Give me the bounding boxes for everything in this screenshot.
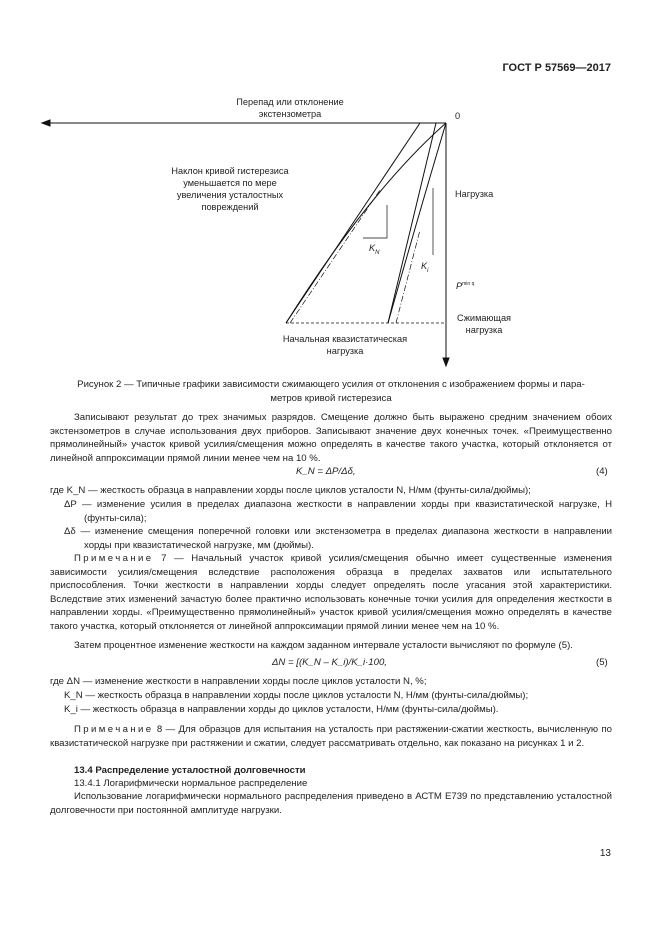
x-axis-label	[200, 96, 380, 120]
where-5-0	[50, 675, 427, 689]
page-number: 13	[599, 848, 611, 859]
x-axis-label-line-2: экстензометра	[258, 109, 322, 119]
kn-symbol: K	[369, 243, 376, 253]
initial-label-line-1: Начальная квазистатическая	[282, 334, 408, 344]
y-axis-arrow	[443, 358, 449, 366]
chord-n	[290, 190, 380, 323]
ki-label	[421, 260, 428, 277]
where-4-2-symbol: Δδ	[64, 526, 76, 537]
note-8-label: Примечание	[74, 724, 154, 735]
compressive-label-line-2: нагрузка	[465, 325, 503, 335]
pmax-symbol: P	[456, 281, 463, 292]
formula-4-number: (4)	[596, 466, 608, 477]
where-5-1-text: — жесткость образца в направлении хорды после циклов усталости N, Н/мм (фунты-сила/дюймы);	[85, 690, 529, 701]
note-7-text: 7 — Начальный участок кривой усилия/смещения обычно имеет существенные изменения зависимости усилия/смещения вследствие расположения образца в пределах захватов или испытательного приспособления. Точки жесткости в направлении хорды следует определять после угасания этой характеристики. Вследствие этих изменений зачастую более практично использовать конечные точки усилия для определения жесткости в направлении хорды. «Преимущественно прямолинейный» участок кривой усилия/смещения можно определять в качестве такого участка, который отклоняется от линейной аппроксимации прямой линии менее чем на 10 %.	[50, 553, 612, 632]
note-7-label: Примечание	[74, 553, 154, 564]
note-7	[50, 552, 612, 634]
where-4-2	[64, 525, 612, 552]
ki-symbol: K	[421, 261, 428, 271]
caption-line-1: Рисунок 2 — Типичные графики зависимости сжимающего усилия от отклонения с изображением формы и пара-	[77, 379, 585, 390]
formula-4: K_N = ΔP/Δδ,	[296, 466, 356, 477]
ki-subscript: i	[427, 267, 429, 274]
note-8-text: 8 — Для образцов для испытания на усталость при растяжении-сжатии жесткость, вычисленную по квазистатической нагрузке при растяжении и сжатии, следует рассматривать отдельно, как показано на рисунках 1 и 2.	[50, 724, 612, 749]
note-8	[50, 723, 612, 750]
where-4-1-symbol: ΔP	[64, 499, 77, 510]
kn-subscript: N	[375, 249, 380, 256]
caption-line-2: метров кривой гистерезиса	[270, 392, 392, 404]
where-5-1	[64, 689, 528, 703]
where-5-0-text: — изменение жесткости в направлении хорды после циклов усталости N, %;	[82, 676, 427, 687]
curve-n-upper	[286, 123, 420, 323]
pmax-superscript: min q	[462, 281, 475, 287]
hysteresis-figure	[0, 0, 661, 370]
curve-i-lower	[388, 123, 446, 323]
where-4-1	[64, 498, 612, 525]
paragraph-1: Записывают результат до трех значимых разрядов. Смещение должно быть выражено средним значением обоих экстензометров в случае использования двух приборов. Записывают значение двух конечных точек. «Преимущественно прямолинейный» участок кривой усилия/смещения можно определять в качестве такого участка, который отклоняется от линейной аппроксимации прямой линии менее чем на 10 %.	[50, 412, 612, 464]
where-4-0	[50, 484, 612, 498]
compressive-load-label	[450, 312, 518, 336]
origin-label: 0	[455, 111, 461, 121]
initial-load-label	[270, 333, 420, 357]
formula-5-number: (5)	[596, 657, 608, 668]
slope-annotation	[160, 165, 300, 213]
paragraph-2: Затем процентное изменение жесткости на каждом заданном интервале усталости вычисляют по формуле (5).	[74, 640, 573, 651]
where-4-1-text: — изменение усилия в пределах диапазона жесткости в направлении хорды при квазистатической нагрузке, Н (фунты-сила);	[81, 499, 613, 524]
slope-line-3: увеличения усталостных	[176, 190, 284, 200]
standard-number: ГОСТ Р 57569—2017	[502, 62, 611, 74]
x-axis-label-line-1: Перепад или отклонение	[236, 97, 344, 107]
where-5-2-text: — жесткость образца в направлении хорды до циклов усталости, Н/мм (фунты-сила/дюймы).	[80, 704, 499, 715]
pmax-label	[456, 278, 474, 292]
slope-line-2: уменьшается по мере	[183, 178, 277, 188]
section-title: 13.4 Распределение усталостной долговечности	[74, 765, 306, 776]
curve-i-upper	[388, 123, 436, 323]
compressive-label-line-1: Сжимающая	[456, 313, 512, 323]
paragraph-3: Использование логарифмически нормального распределения приведено в АСТМ Е739 по представлению усталостной долговечности при постоянной амплитуде нагрузки.	[50, 791, 612, 816]
where-5-2	[64, 703, 498, 717]
where-4-0-text: — жесткость образца в направлении хорды после циклов усталости N, Н/мм (фунты-сила/дюймы);	[88, 485, 531, 496]
kn-label	[369, 242, 379, 259]
slope-line-4: повреждений	[201, 202, 259, 212]
where-5-1-symbol: K_N	[64, 690, 83, 701]
x-axis-arrow	[42, 120, 50, 126]
subsection-title: 13.4.1 Логарифмически нормальное распределение	[74, 778, 308, 789]
where-4-2-text: — изменение смещения поперечной головки или экстензометра в пределах диапазона жесткости в направлении хорды при квазистатической нагрузке, мм (дюймы).	[80, 526, 612, 551]
formula-5: ΔN = [(K_N – K_i)/K_i·100,	[272, 657, 387, 668]
initial-label-line-2: нагрузка	[326, 346, 364, 356]
load-label: Нагрузка	[455, 189, 494, 199]
figure-caption	[50, 378, 612, 405]
slope-line-1: Наклон кривой гистерезиса	[171, 166, 289, 176]
where-4-0-symbol: где K_N	[50, 485, 86, 496]
where-5-0-symbol: где ΔN	[50, 676, 81, 687]
where-5-2-symbol: K_i	[64, 704, 78, 715]
